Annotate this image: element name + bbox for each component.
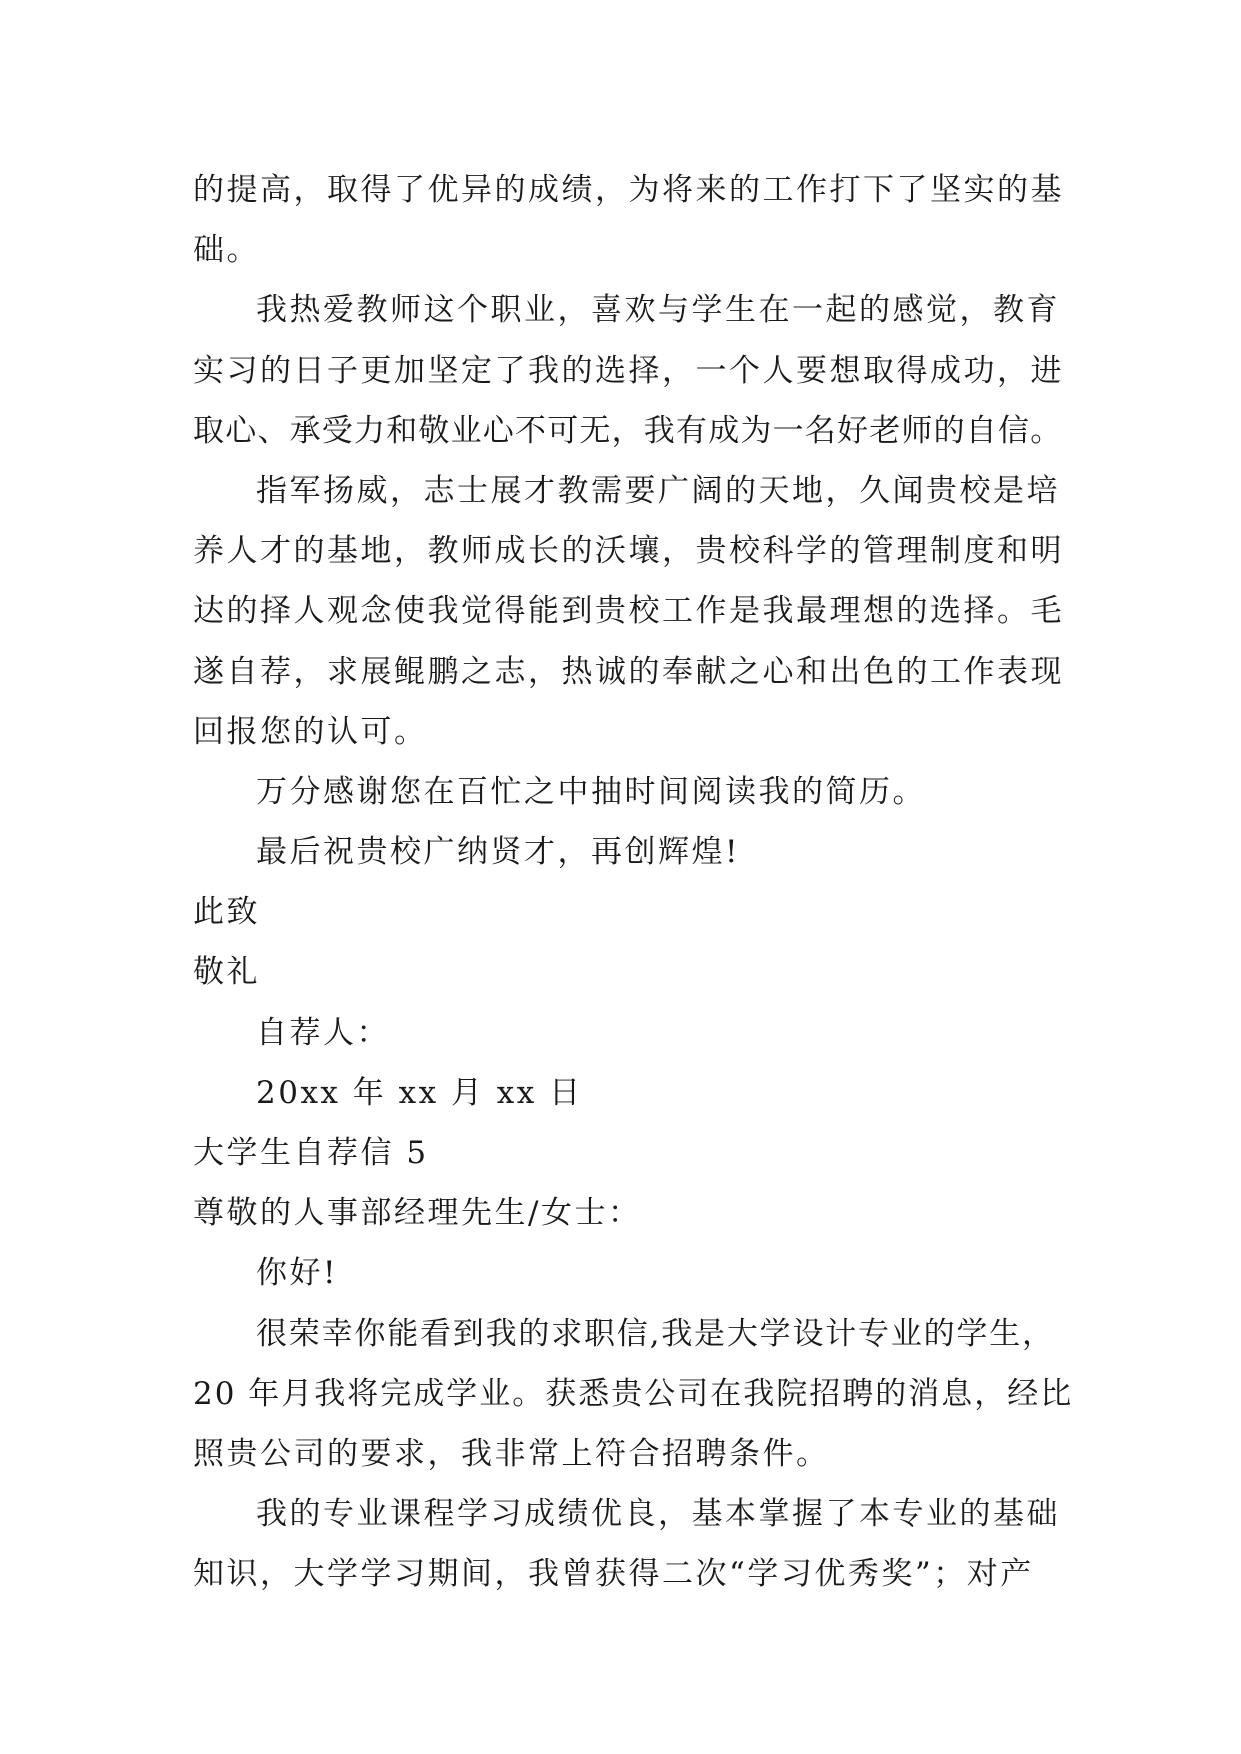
section-heading: 大学生自荐信 5 xyxy=(193,1135,429,1171)
text-line: 遂自荐，求展鲲鹏之志，热诚的奉献之心和出色的工作表现 xyxy=(193,653,1064,690)
paragraph-start: 很荣幸你能看到我的求职信,我是大学设计专业的学生， xyxy=(256,1315,1055,1352)
paragraph-start: 我的专业课程学习成绩优良，基本掌握了本专业的基础 xyxy=(256,1496,1060,1533)
text-line: 取心、承受力和敬业心不可无，我有成为一名好老师的自信。 xyxy=(193,412,1063,449)
text-line: 照贵公司的要求，我非常上符合招聘条件。 xyxy=(193,1435,830,1472)
signature-label: 自荐人： xyxy=(256,1014,390,1051)
text-line: 实习的日子更加坚定了我的选择，一个人要想取得成功，进 xyxy=(193,352,1064,389)
text-line: 养人才的基地，教师成长的沃壤，贵校科学的管理制度和明 xyxy=(193,533,1064,570)
closing-regards: 敬礼 xyxy=(193,954,260,991)
paragraph-start: 指军扬威，志士展才教需要广阔的天地，久闻贵校是培 xyxy=(256,472,1060,509)
document-body xyxy=(193,160,1074,1605)
text-line: 20 年月我将完成学业。获悉贵公司在我院招聘的消息，经比 xyxy=(193,1375,1074,1412)
closing-salutation: 此致 xyxy=(193,894,260,931)
greeting: 你好! xyxy=(256,1255,338,1292)
text-line: 达的择人观念使我觉得能到贵校工作是我最理想的选择。毛 xyxy=(193,593,1064,630)
text-line: 知识，大学学习期间，我曾获得二次“学习优秀奖”；对产 xyxy=(193,1556,1034,1593)
signature-date: 20xx 年 xx 月 xx 日 xyxy=(256,1074,583,1111)
text-line: 回报您的认可。 xyxy=(193,713,428,750)
paragraph-start: 我热爱教师这个职业，喜欢与学生在一起的感觉，教育 xyxy=(256,292,1060,329)
paragraph-start: 最后祝贵校广纳贤才，再创辉煌! xyxy=(256,834,740,871)
text-line: 础。 xyxy=(193,232,260,269)
paragraph-start: 万分感谢您在百忙之中抽时间阅读我的简历。 xyxy=(256,773,926,810)
text-line: 的提高，取得了优异的成绩，为将来的工作打下了坚实的基 xyxy=(193,172,1064,208)
letter-salutation: 尊敬的人事部经理先生/女士： xyxy=(193,1195,642,1232)
